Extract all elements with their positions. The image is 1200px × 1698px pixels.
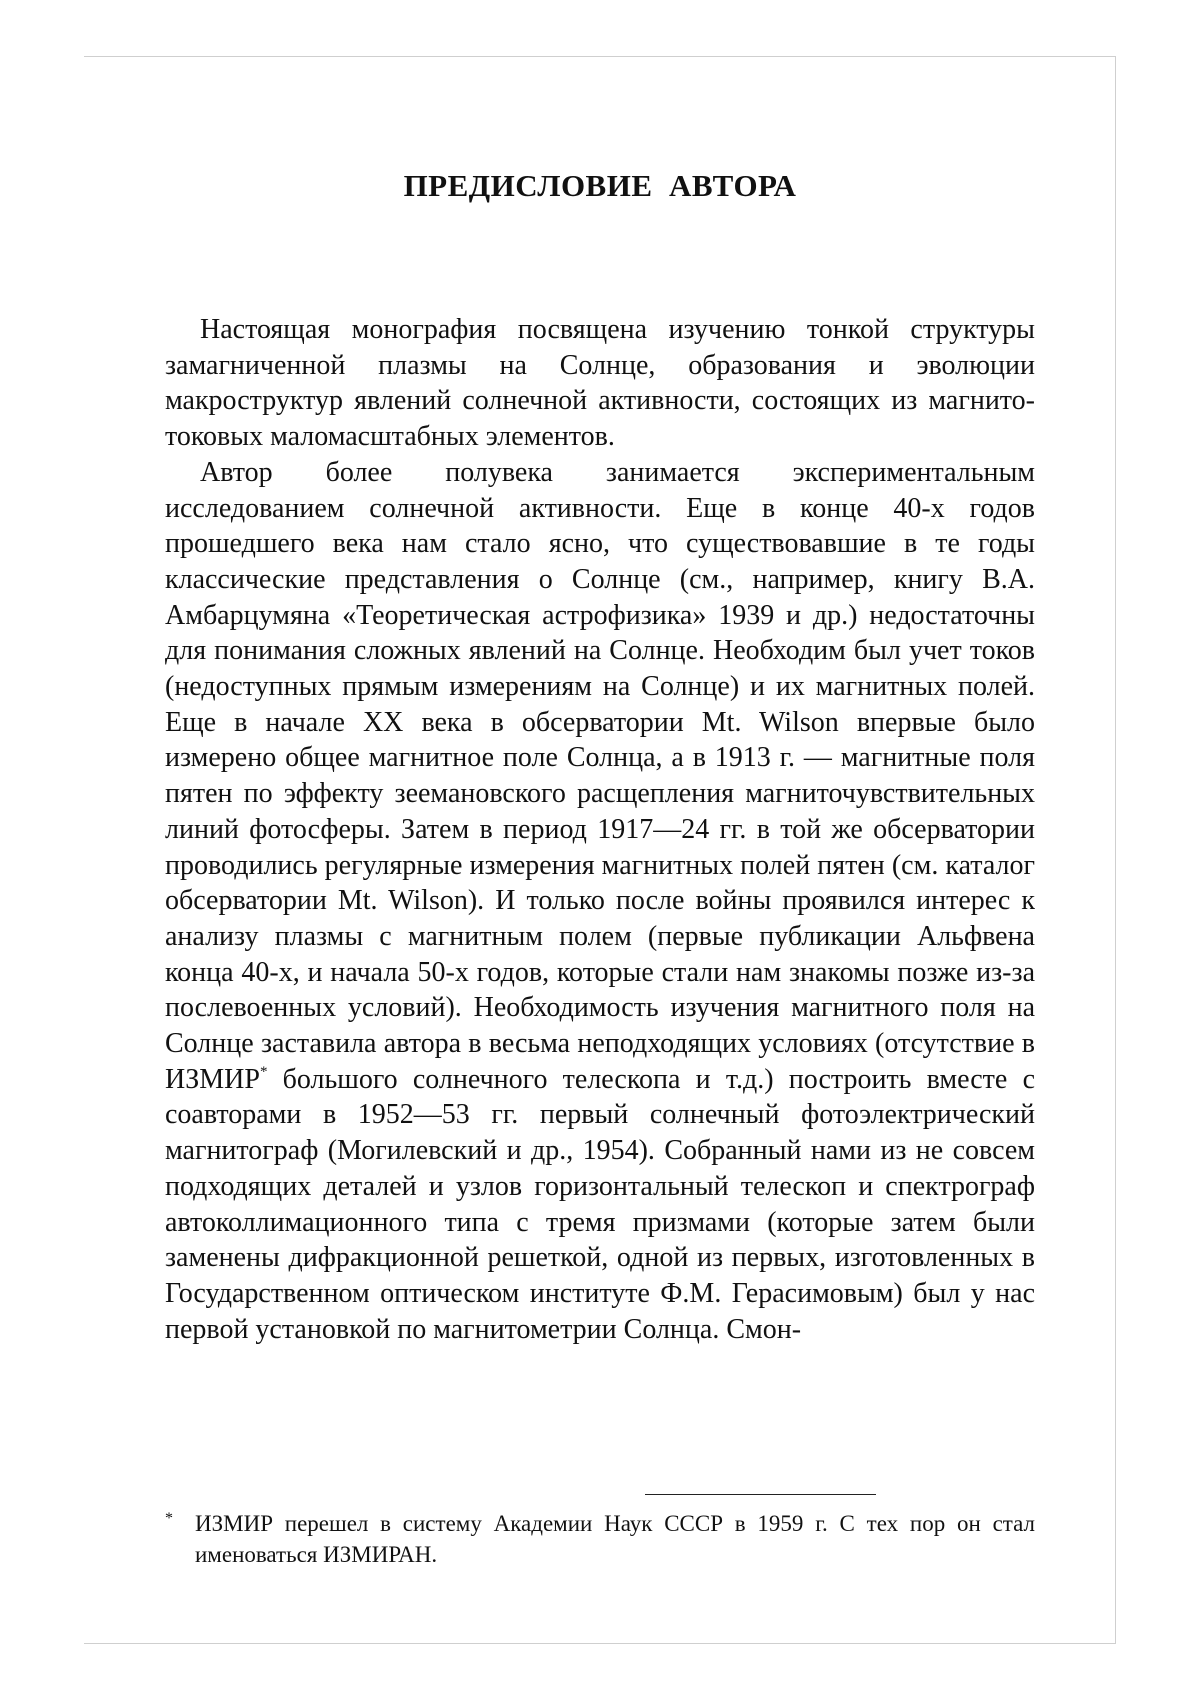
- chapter-title: ПРЕДИСЛОВИЕ АВТОРА: [403, 168, 797, 203]
- paragraph-history-part1: Автор более полувека занимается экспериментальным исследованием солнечной активности. Еще в конце 40-х годов прошедшего века нам стало ясно, что существовавшие в те годы классические представления о Солнце (см., например, книгу В.А. Амбарцумяна «Теоретическая астрофизика» 1939 и др.) недостаточны для понимания сложных явлений на Солнце. Необходим был учет токов (недоступных прямым измерениям на Солнце) и их магнитных полей. Еще в начале XX века в обсерватории Mt. Wilson впервые было измерено общее магнитное поле Солнца, а в 1913 г. — магнитные поля пятен по эффекту зеемановского расщепления магниточувствительных линий фотосферы. Затем в период 1917—24 гг. в той же обсерватории проводились регулярные измерения магнитных полей пятен (см. каталог обсерватории Mt. Wilson). И только после войны проявился интерес к анализу плазмы с магнитным полем (первые публикации Альфвена конца 40-х, и начала 50-х годов, которые стали нам знакомы позже из-за послевоенных условий). Необходимость изучения магнитного поля на Солнце заставила автора в весьма неподходящих условиях (отсутствие в ИЗМИР: [165, 456, 1035, 1095]
- footnote-separator: [645, 1494, 876, 1495]
- footnote-mark: *: [165, 1510, 173, 1527]
- footnote-reference-mark: *: [259, 1063, 268, 1080]
- footnote-text: ИЗМИР перешел в систему Академии Наук СССР в 1959 г. С тех пор он стал именоваться ИЗМИРАН.: [195, 1511, 1035, 1567]
- paragraph-intro: Настоящая монография посвящена изучению тонкой структуры замагниченной плазмы на Солнце, образования и эволюции макроструктур явлений солнечной активности, состоящих из магнито-токовых маломасштабных элементов.: [165, 314, 1035, 453]
- body-text: [165, 312, 1035, 1347]
- paragraph-history-part2: большого солнечного телескопа и т.д.) построить вместе с соавторами в 1952—53 гг. первый солнечный фотоэлектрический магнитограф (Могилевский и др., 1954). Собранный нами из не совсем подходящих деталей и узлов горизонтальный телескоп и спектрограф автоколлимационного типа с тремя призмами (которые затем были заменены дифракционной решеткой, одной из первых, изготовленных в Государственном оптическом институте Ф.М. Герасимовым) был у нас первой установкой по магнитометрии Солнца. Смон-: [165, 1063, 1035, 1345]
- footnote: [165, 1508, 1035, 1570]
- paragraph-history: [165, 455, 1035, 1348]
